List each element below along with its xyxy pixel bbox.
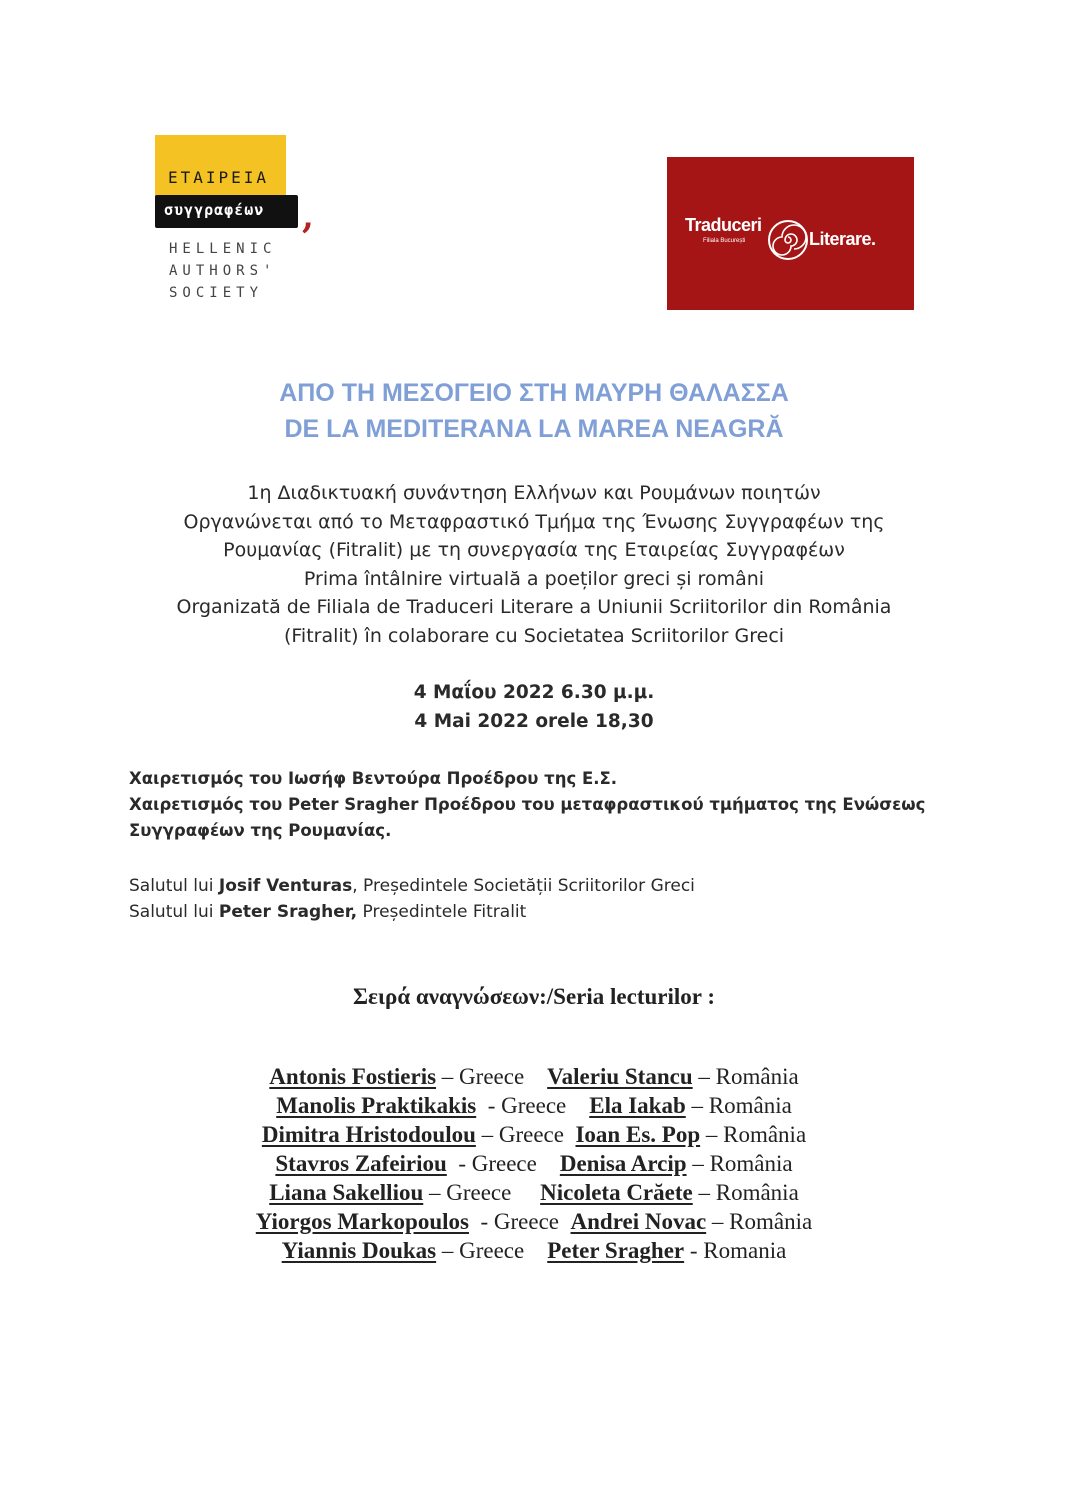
intro-line: Organizată de Filiala de Traduceri Literare a Uniunii Scriitorilor din România (176, 596, 892, 618)
readers-list (0, 1062, 1068, 1265)
hellenic-authors-society-logo (152, 135, 332, 305)
reader-row: Stavros Zafeiriou - Greece Denisa Arcip – România (275, 1151, 793, 1176)
reader-row: Manolis Praktikakis - Greece Ela Iakab – România (276, 1093, 792, 1118)
reader-row: Yiannis Doukas – Greece Peter Sragher - Romania (281, 1238, 787, 1263)
reader-greek: Dimitra Hristodoulou (261, 1122, 476, 1147)
intro-line: Prima întâlnire virtuală a poeților greci și români (303, 568, 765, 590)
intro-line: 1η Διαδικτυακή συνάντηση Ελλήνων και Ρουμάνων ποιητών (247, 482, 821, 504)
reader-greek: Yiorgos Markopoulos (255, 1209, 469, 1234)
reader-romanian: Ela Iakab (589, 1093, 686, 1118)
greeting-line: Χαιρετισμός του Ιωσήφ Βεντούρα Προέδρου της Ε.Σ. (129, 769, 618, 788)
intro-line: (Fitralit) în colaborare cu Societatea Scriitorilor Greci (283, 625, 785, 647)
logo-text-authors: AUTHORS' (169, 263, 277, 279)
traduceri-literare-logo (667, 157, 914, 310)
greeting-line: Χαιρετισμός του Peter Sragher Προέδρου του μεταφραστικού τμήματος της Ενώσεως (129, 795, 926, 814)
logo-text-filiala: Filiala București (703, 238, 746, 244)
logo-text-etaireia: ΕΤΑΙΡΕΙΑ (168, 168, 270, 187)
salute-line: Salutul lui Peter Sragher, Președintele Fitralit (129, 902, 527, 922)
event-date-greek: 4 Μαΐου 2022 6.30 μ.μ. (413, 682, 655, 703)
reader-row: Liana Sakelliou – Greece Nicoleta Crăete – România (269, 1180, 799, 1205)
reader-greek: Stavros Zafeiriou (275, 1151, 447, 1176)
reader-greek: Manolis Praktikakis (276, 1093, 477, 1118)
reader-romanian: Valeriu Stancu (547, 1064, 693, 1089)
event-date-romanian: 4 Mai 2022 orele 18,30 (414, 711, 654, 732)
intro-line: Ρουμανίας (Fitralit) με τη συνεργασία της Εταιρείας Συγγραφέων (223, 539, 845, 561)
salute-line: Salutul lui Josif Venturas, Președintele Societății Scriitorilor Greci (129, 876, 695, 896)
logo-text-syngrafeon: συγγραφέων (164, 201, 265, 219)
logo-text-traduceri: Traduceri (685, 215, 762, 235)
reader-greek: Yiannis Doukas (281, 1238, 437, 1263)
title-romanian: DE LA MEDITERANA LA MAREA NEAGRĂ (284, 415, 784, 443)
logo-text-literare: Literare. (809, 229, 876, 249)
intro-line: Οργανώνεται από το Μεταφραστικό Τμήμα της Ένωσης Συγγραφέων της (183, 511, 885, 533)
logo-comma: , (302, 197, 314, 237)
reader-row: Dimitra Hristodoulou – Greece Ioan Es. Pop – România (261, 1122, 807, 1147)
salute-name: Josif Venturas (218, 876, 353, 896)
reader-romanian: Peter Sragher (547, 1238, 685, 1263)
reader-romanian: Andrei Novac (570, 1209, 707, 1234)
salute-name: Peter Sragher, (218, 902, 358, 922)
reader-greek: Antonis Fostieris (269, 1064, 437, 1089)
reader-row: Antonis Fostieris – Greece Valeriu Stancu – România (269, 1064, 799, 1089)
reader-romanian: Nicoleta Crăete (540, 1180, 693, 1205)
reader-romanian: Denisa Arcip (559, 1151, 687, 1176)
logo-text-society: SOCIETY (169, 285, 264, 301)
reader-greek: Liana Sakelliou (269, 1180, 424, 1205)
greeting-line: Συγγραφέων της Ρουμανίας. (129, 821, 392, 840)
reader-romanian: Ioan Es. Pop (575, 1122, 701, 1147)
spiral-icon (767, 219, 809, 261)
readings-title: Σειρά αναγνώσεων:/Seria lecturilor : (353, 984, 715, 1009)
title-greek: ΑΠΟ ΤΗ ΜΕΣΟΓΕΙΟ ΣΤΗ ΜΑΥΡΗ ΘΑΛΑΣΣΑ (279, 379, 789, 407)
logo-text-hellenic: HELLENIC (169, 241, 277, 257)
reader-row: Yiorgos Markopoulos - Greece Andrei Novac – România (255, 1209, 813, 1234)
